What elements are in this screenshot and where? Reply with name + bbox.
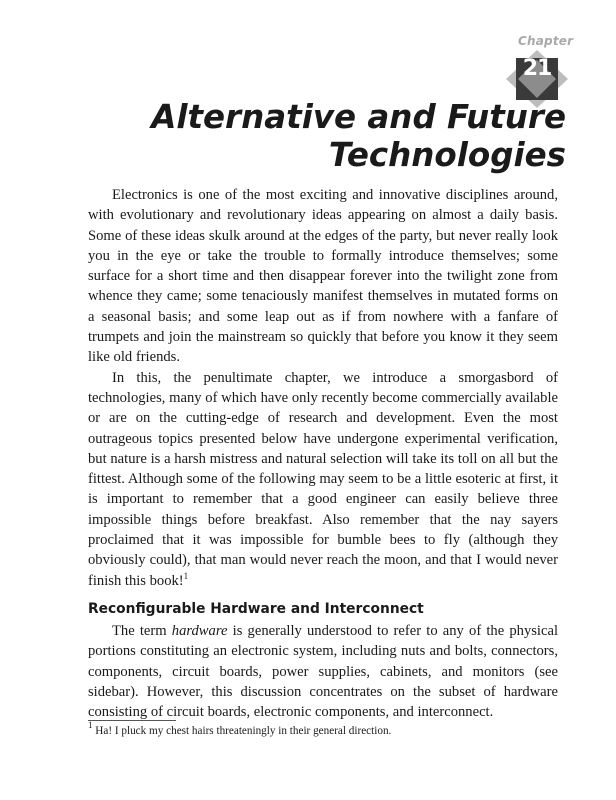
hardware-para-rest: is generally understood to refer to any of the physical portions constituting an electronic system, including nuts and bolts, connectors, components, circuit boards, power supplies, cabinets, and monitors (see sidebar). However, this discussion concentrates on the subset of hardware consisting of circuit boards, electronic components, and interconnect. xyxy=(88,622,558,721)
footnote-text: Ha! I pluck my chest hairs threateningly in their general direction. xyxy=(95,725,392,737)
hardware-term: hardware xyxy=(171,622,228,639)
hardware-para-start: The term xyxy=(112,622,172,639)
chapter-number: 21 xyxy=(522,56,552,81)
section-heading: Reconfigurable Hardware and Interconnect xyxy=(88,600,424,617)
title-line-2: Technologies xyxy=(328,136,566,174)
paragraph-penultimate xyxy=(88,368,558,591)
body-text xyxy=(88,185,558,722)
footnote-reference: 1 xyxy=(183,570,189,581)
title-line-1: Alternative and Future xyxy=(151,98,566,136)
page-title xyxy=(106,98,566,174)
footnote-marker: 1 xyxy=(88,720,93,730)
paragraph-intro: Electronics is one of the most exciting and innovative disciplines around, with evolutionary and revolutionary ideas appearing on almost a daily basis. Some of these ideas skulk around at the edges of the party, but never really look you in the eye or take the trouble to formally introduce themselves; some surface for a short time and then disappear forever into the twilight zone from whence they came; some tenaciously manifest themselves in mutated forms on a seasonal basis; and some leap out as if from nowhere with a fanfare of trumpets and join the mainstream so quickly that before you know it they seem like old friends. xyxy=(88,187,558,366)
paragraph-hardware xyxy=(88,621,558,722)
footnote-divider xyxy=(88,720,176,721)
footnote xyxy=(88,720,558,738)
paragraph-penultimate-text: In this, the penultimate chapter, we introduce a smorgasbord of technologies, many of which have only recently become commercially available or are on the cutting-edge of research and development. Even the most outrageous topics presented below have undergone experimental verification, but nature is a harsh mistress and natural selection will take its toll on all but the fittest. Although some of the following may seem to be a little esoteric at first, it is important to remember that a good engineer can easily believe three impossible things before breakfast. Also remember that the nay sayers proclaimed that it was impossible for bumble bees to fly (although they obviously could), that man would never reach the moon, and that I would never finish this book! xyxy=(88,369,558,589)
chapter-label: Chapter xyxy=(518,34,574,48)
